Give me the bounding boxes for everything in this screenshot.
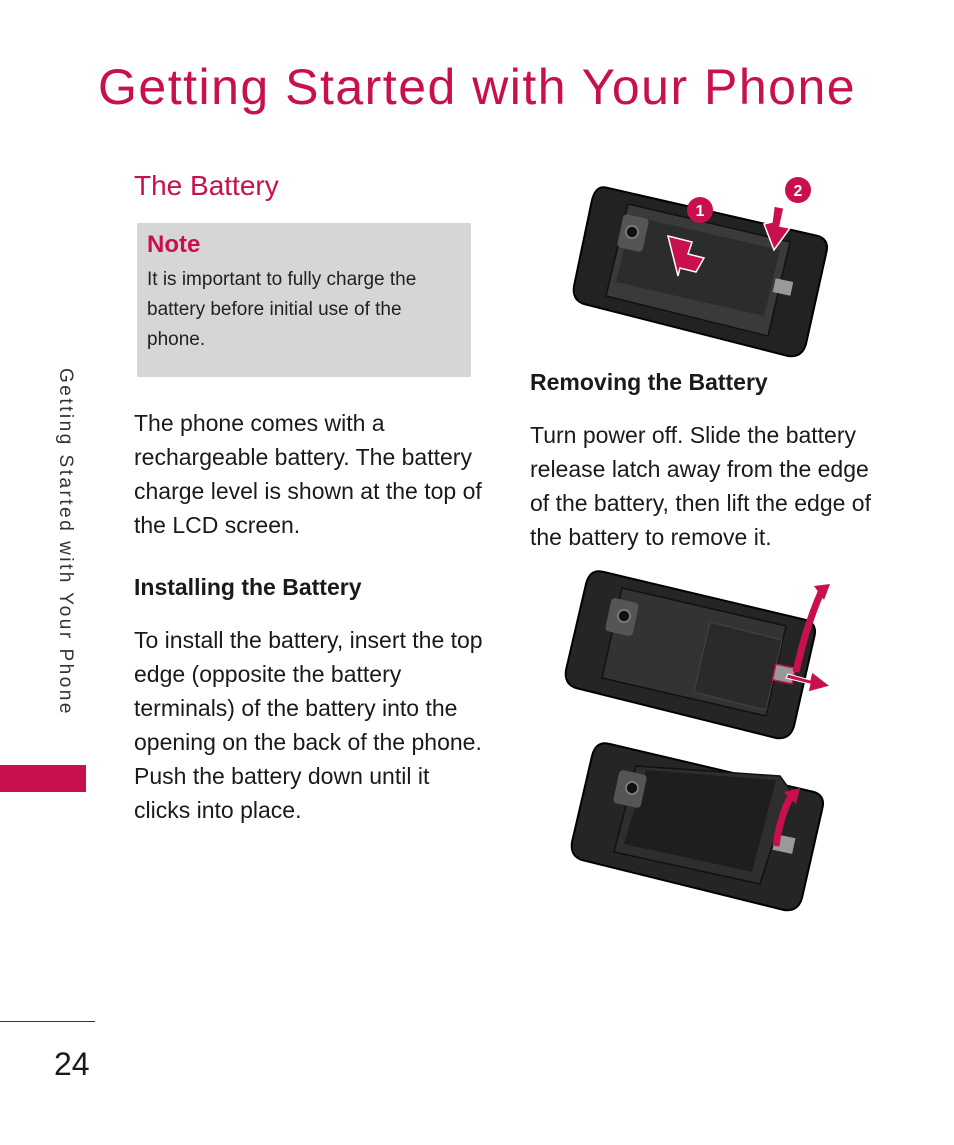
section-title: The Battery <box>134 170 279 201</box>
footer-rule <box>0 1021 95 1022</box>
removing-text: Turn power off. Slide the battery release latch away from the edge of the battery, then lift the edge of the battery to remove it. <box>530 422 871 550</box>
page-number: 24 <box>54 1046 90 1082</box>
release-latch-illustration <box>560 566 836 742</box>
page-title: Getting Started with Your Phone <box>98 59 857 115</box>
installing-heading: Installing the Battery <box>134 574 362 600</box>
note-text: It is important to fully charge the battery before initial use of the phone. <box>147 269 417 350</box>
note-heading: Note <box>147 231 201 258</box>
install-battery-illustration <box>568 176 832 364</box>
installing-text: To install the battery, insert the top edge (opposite the battery terminals) of the battery into the opening on the back of the phone. Push the battery down until it clicks into place. <box>134 627 483 823</box>
intro-text: The phone comes with a rechargeable battery. The battery charge level is shown at the top of the LCD screen. <box>134 410 482 538</box>
side-tab-label: Getting Started with Your Phone <box>55 368 76 716</box>
note-box <box>137 223 471 377</box>
svg-text:2: 2 <box>793 183 803 200</box>
svg-text:1: 1 <box>695 203 705 220</box>
side-tab-marker <box>0 765 86 792</box>
lift-battery-illustration <box>566 736 832 914</box>
removing-heading: Removing the Battery <box>530 369 768 395</box>
